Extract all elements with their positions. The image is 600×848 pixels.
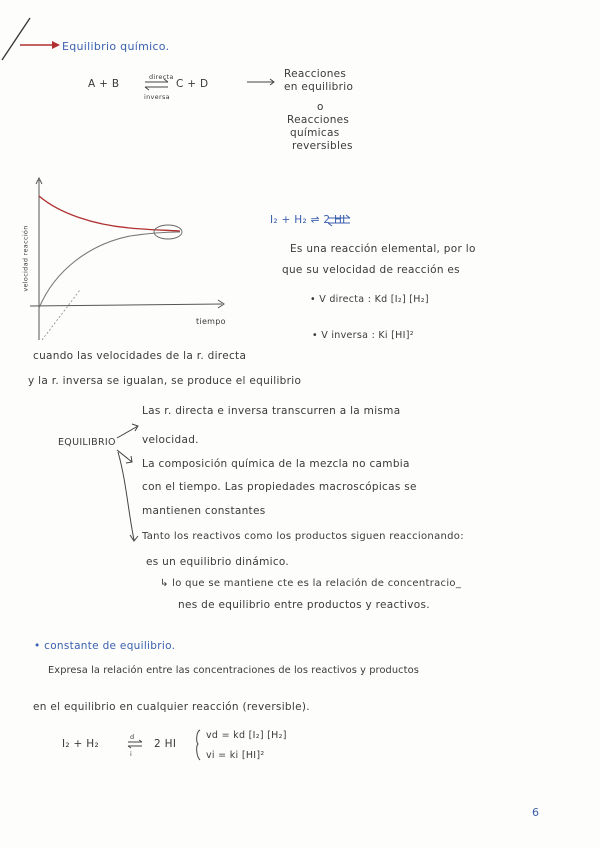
- corner-stroke: [2, 18, 30, 60]
- inverse-rate-curve: [39, 232, 180, 308]
- desc-line-2: en equilibrio: [284, 81, 354, 93]
- hi-text-1: Es una reacción elemental, por lo: [290, 243, 476, 255]
- arrow-to-desc-icon: [247, 79, 274, 85]
- equilibrio-item-1: Las r. directa e inversa transcurren a la misma: [142, 405, 401, 417]
- reaction-rhs: C + D: [176, 78, 209, 90]
- constante-line-1: Expresa la relación entre las concentraciones de los reactivos y productos: [48, 665, 419, 676]
- k-eq-rhs: 2 HI: [154, 738, 177, 750]
- rate-vd: vd = kd [I₂] [H₂]: [206, 730, 287, 741]
- v-direct: • V directa : Kd [I₂] [H₂]: [310, 294, 429, 305]
- equilibrio-item-3: La composición química de la mezcla no cambia: [142, 458, 410, 470]
- k-eq-lhs: I₂ + H₂: [62, 738, 99, 750]
- equilibrio-item-8: ↳ lo que se mantiene cte es la relación de concentracio_: [160, 578, 462, 589]
- hi-text-2: que su velocidad de reacción es: [282, 264, 460, 276]
- graph-guide-line: [42, 290, 80, 340]
- v-inverse: • V inversa : Ki [HI]²: [312, 330, 414, 341]
- reverse-arrow-icon: [145, 87, 168, 90]
- graph-ylabel: velocidad reacción: [21, 225, 30, 292]
- desc-line-3: o: [317, 101, 324, 113]
- desc-line-4: Reacciones: [287, 114, 350, 126]
- k-arrow-top: d: [130, 733, 135, 741]
- equilibrio-item-4: con el tiempo. Las propiedades macroscópicas se: [142, 481, 417, 493]
- equilibrio-item-2: velocidad.: [142, 434, 199, 446]
- equilibrio-arrow-1-icon: [117, 424, 138, 438]
- desc-line-6: reversibles: [292, 140, 353, 152]
- graph-xlabel: tiempo: [196, 317, 226, 326]
- rate-vi: vi = ki [HI]²: [206, 750, 265, 761]
- conclusion-line-2: y la r. inversa se igualan, se produce el equilibrio: [28, 375, 302, 387]
- equilibrio-label: EQUILIBRIO: [58, 437, 116, 448]
- equilibrio-item-5: mantienen constantes: [142, 505, 266, 517]
- desc-line-5: químicas: [290, 127, 340, 139]
- direct-rate-curve: [39, 196, 180, 231]
- equilibrio-item-6: Tanto los reactivos como los productos siguen reaccionando:: [142, 531, 464, 542]
- constante-heading: • constante de equilibrio.: [34, 640, 176, 652]
- equilibrio-item-7: es un equilibrio dinámico.: [146, 556, 290, 568]
- desc-line-1: Reacciones: [284, 68, 347, 80]
- page-title: Equilibrio químico.: [62, 40, 170, 53]
- page-number: 6: [532, 806, 540, 819]
- constante-line-2: en el equilibrio en cualquier reacción (reversible).: [33, 701, 310, 713]
- hi-equation: I₂ + H₂ ⇌ 2 HI: [270, 214, 346, 226]
- graph-x-axis: [30, 304, 222, 306]
- equilibrio-arrow-3-icon: [118, 452, 138, 541]
- title-arrow-head: [52, 41, 60, 49]
- conclusion-line-1: cuando las velocidades de la r. directa: [33, 350, 247, 362]
- forward-label: directa: [149, 73, 174, 81]
- k-arrow-bottom: i: [130, 750, 133, 758]
- reverse-label: inversa: [144, 93, 170, 101]
- equilibrio-item-9: nes de equilibrio entre productos y reactivos.: [178, 599, 430, 611]
- rate-brace: [197, 730, 200, 760]
- reaction-lhs: A + B: [88, 78, 120, 90]
